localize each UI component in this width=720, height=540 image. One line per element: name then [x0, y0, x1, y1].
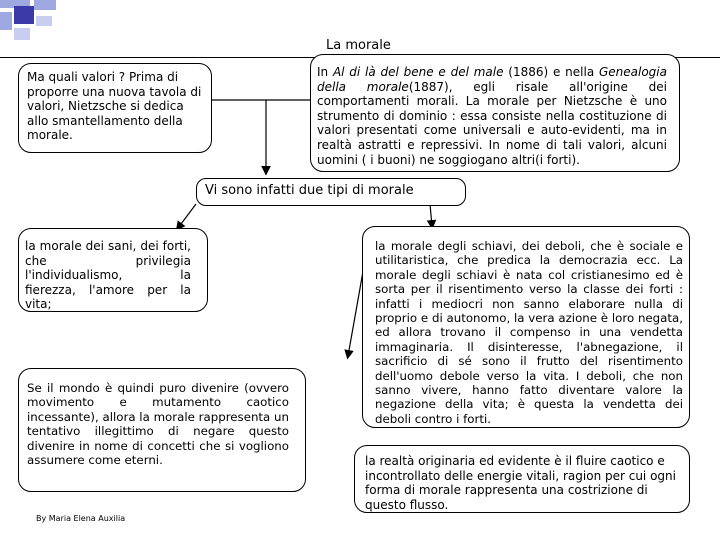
intro-right-box: In Al di là del bene e del male (1886) e nella Genealogia della morale(1887), egli risale all'origine dei comportamenti morali. La morale per Nietzsche è uno strumento di dominio : essa consiste nella costituzione di valori presentati come universali e auto-evidenti, ma in realtà astratti e repressivi. In nome di tali valori, alcuni uomini ( i buoni) ne soggiogano altri(i forti). — [310, 54, 680, 172]
slave-morality-box — [362, 226, 690, 428]
book-title-genealogy: Genealogia della morale — [317, 65, 667, 94]
strong-morality-box — [18, 228, 208, 312]
becoming-text: Se il mondo è quindi puro divenire (ovvero movimento e mutamento caotico incessante), allora la morale rappresenta un tentativo illegittimo di negare questo divenire in nome di concetti che si vogliono assumere come eterni. — [27, 381, 289, 468]
center-heading: Vi sono infatti due tipi di morale — [205, 183, 414, 198]
book-title-beyond-good-evil: Al di là del bene e del male — [332, 65, 504, 79]
arrow-left-intro — [212, 100, 266, 172]
arrow-to-slave — [430, 204, 432, 226]
strong-morality-text: la morale dei sani, dei forti, che privilegia l'individualismo, la fierezza, l'amore per la vita; — [25, 239, 191, 312]
reality-box — [354, 445, 690, 513]
intro-left-text: Ma quali valori ? Prima di proporre una nuova tavola di valori, Nietzsche si dedica allo smantellamento della morale. — [27, 70, 202, 143]
becoming-box — [18, 368, 306, 492]
slave-morality-text: la morale degli schiavi, dei deboli, che è sociale e utilitaristica, che predica la democrazia ecc. La morale degli schiavi è nata col cristianesimo ed è sorta per il risentimento verso la classe dei forti : infatti i mediocri non sanno elaborare nulla di proprio e di autonomo, la vera azione è loro negata, ed allora trovano il compenso in una vendetta immaginaria. Il disinteresse, l'abnegazione, il sacrificio di sé sono il frutto del risentimento dell'uomo debole verso la vita. I deboli, che non sanno vivere, hanno fatto diventare valore la negazione della vita; è questa la vendetta dei deboli contro i forti. — [375, 239, 683, 426]
author-credit: By Maria Elena Auxilia — [36, 514, 126, 523]
page-title: La morale — [326, 38, 391, 53]
center-heading-box — [196, 178, 466, 206]
reality-text: la realtà originaria ed evidente è il fluire caotico e incontrollato delle energie vitali, ragion per cui ogni forma di morale rappresenta una costrizione di questo flusso. — [365, 454, 676, 512]
intro-left-box — [18, 63, 212, 153]
arrow-to-strong — [178, 204, 196, 228]
